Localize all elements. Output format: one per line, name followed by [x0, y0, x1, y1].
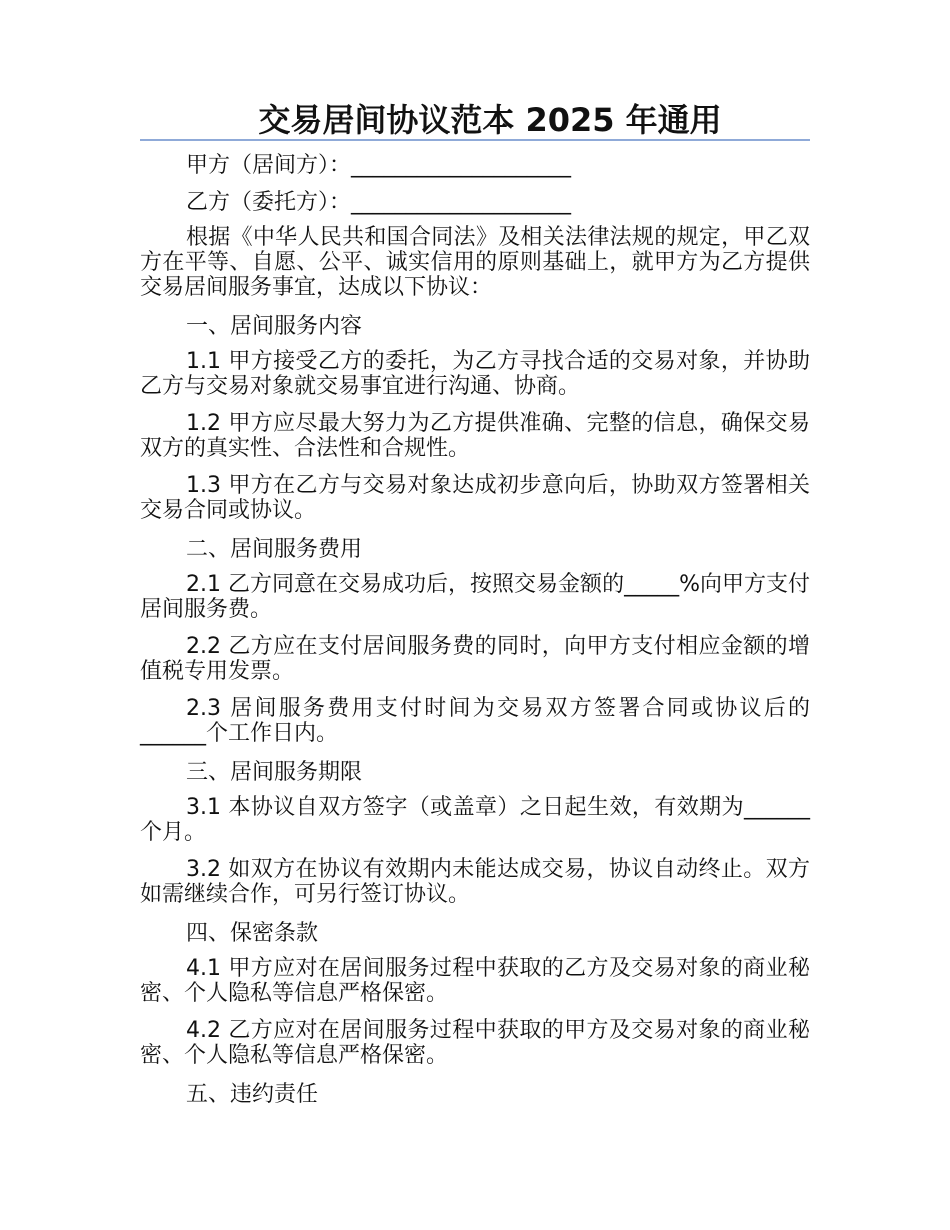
clause-3-2: 3.2 如双方在协议有效期内未能达成交易，协议自动终止。双方如需继续合作，可另行签订协议。	[140, 857, 810, 907]
party-a-line: 甲方（居间方）：____________________	[186, 153, 572, 178]
section-heading-4: 四、保密条款	[186, 921, 319, 946]
party-b-line: 乙方（委托方）：____________________	[186, 190, 572, 215]
section-heading-2: 二、居间服务费用	[186, 537, 363, 562]
clause-2-1: 2.1 乙方同意在交易成功后，按照交易金额的_____%向甲方支付居间服务费。	[140, 572, 810, 622]
clause-2-3: 2.3 居间服务费用支付时间为交易双方签署合同或协议后的______个工作日内。	[140, 696, 810, 746]
clause-1-3: 1.3 甲方在乙方与交易对象达成初步意向后，协助双方签署相关交易合同或协议。	[140, 473, 810, 523]
section-heading-5: 五、违约责任	[186, 1082, 319, 1107]
clause-4-2: 4.2 乙方应对在居间服务过程中获取的甲方及交易对象的商业秘密、个人隐私等信息严格保密。	[140, 1018, 810, 1068]
preamble-paragraph: 根据《中华人民共和国合同法》及相关法律法规的规定，甲乙双方在平等、自愿、公平、诚实信用的原则基础上，就甲方为乙方提供交易居间服务事宜，达成以下协议：	[140, 225, 810, 300]
clause-2-2: 2.2 乙方应在支付居间服务费的同时，向甲方支付相应金额的增值税专用发票。	[140, 634, 810, 684]
section-heading-3: 三、居间服务期限	[186, 760, 363, 785]
clause-1-1: 1.1 甲方接受乙方的委托，为乙方寻找合适的交易对象，并协助乙方与交易对象就交易事宜进行沟通、协商。	[140, 349, 810, 399]
clause-3-1: 3.1 本协议自双方签字（或盖章）之日起生效，有效期为______个月。	[140, 795, 810, 845]
document-title: 交易居间协议范本 2025 年通用	[258, 101, 722, 139]
section-heading-1: 一、居间服务内容	[186, 314, 363, 339]
clause-1-2: 1.2 甲方应尽最大努力为乙方提供准确、完整的信息，确保交易双方的真实性、合法性和合规性。	[140, 411, 810, 461]
clause-4-1: 4.1 甲方应对在居间服务过程中获取的乙方及交易对象的商业秘密、个人隐私等信息严格保密。	[140, 956, 810, 1006]
document-page	[140, 100, 810, 1117]
